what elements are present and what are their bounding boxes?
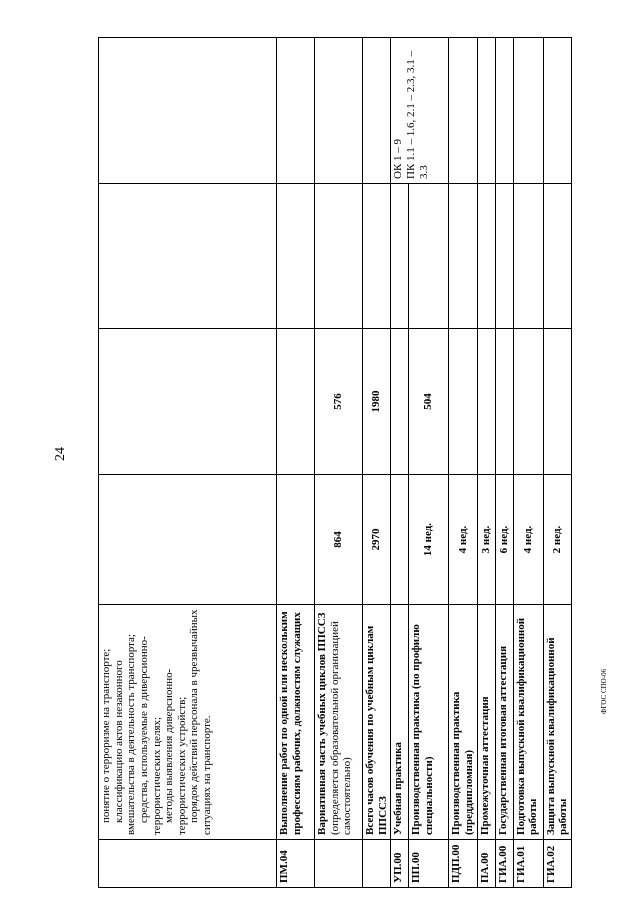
row-code: ГИА.02	[543, 840, 571, 888]
row-name	[315, 605, 363, 840]
row-max-load: 2970	[363, 475, 391, 605]
row-max-load: 6 нед.	[495, 475, 513, 605]
row-code	[315, 840, 363, 888]
row-competencies: ОК 1 – 9 ПК 1.1 – 1.6, 2.1 – 2.3, 3.1 – 3.3	[391, 38, 449, 184]
row-name: Учебная практика	[391, 605, 409, 840]
row-competencies	[543, 38, 571, 184]
table-row	[99, 38, 277, 888]
row-hours	[449, 329, 477, 475]
row-name-note: (определяется образовательной организацией самостоятельно)	[328, 621, 354, 835]
row-competencies	[477, 38, 495, 184]
row-discipline	[409, 184, 449, 329]
name-line: порядок действий персонала в чрезвычайных ситуациях на транспорте.	[188, 609, 214, 835]
row-discipline	[495, 184, 513, 329]
row-discipline	[391, 184, 409, 329]
table-row	[277, 38, 315, 888]
row-competencies	[513, 38, 543, 184]
row-max-load: 4 нед.	[449, 475, 477, 605]
footer-label: ФГОС СПО-06	[600, 668, 608, 714]
row-code	[99, 840, 277, 888]
row-competencies	[315, 38, 363, 184]
rotated-table-wrapper	[98, 38, 570, 883]
row-max-load	[391, 475, 409, 605]
table-row	[543, 38, 571, 888]
row-max-load: 864	[315, 475, 363, 605]
table-row	[391, 38, 409, 888]
table-row	[449, 38, 477, 888]
row-max-load	[277, 475, 315, 605]
row-hours: 504	[409, 329, 449, 475]
row-code: ГИА.01	[513, 840, 543, 888]
table-row	[477, 38, 495, 888]
name-line: классификацию актов незаконного вмешательства в деятельность транспорта;	[112, 634, 138, 835]
row-max-load: 2 нед.	[543, 475, 571, 605]
row-discipline	[99, 184, 277, 329]
row-discipline	[543, 184, 571, 329]
row-code: ПДП.00	[449, 840, 477, 888]
row-discipline	[449, 184, 477, 329]
row-name: Всего часов обучения по учебным циклам ППССЗ	[363, 605, 391, 840]
curriculum-table	[98, 37, 572, 888]
row-name: Промежуточная аттестация	[477, 605, 495, 840]
row-discipline	[277, 184, 315, 329]
page-number: 24	[53, 447, 68, 461]
row-max-load: 4 нед.	[513, 475, 543, 605]
row-name: Производственная практика (преддипломная)	[449, 605, 477, 840]
table-row	[513, 38, 543, 888]
row-max-load: 14 нед.	[409, 475, 449, 605]
row-code: ПМ.04	[277, 840, 315, 888]
row-code: УП.00	[391, 840, 409, 888]
row-code: ПП.00	[409, 840, 449, 888]
table-row	[363, 38, 391, 888]
row-max-load	[99, 475, 277, 605]
row-competencies	[277, 38, 315, 184]
row-hours	[513, 329, 543, 475]
row-name	[99, 605, 277, 840]
row-code: ГИА.00	[495, 840, 513, 888]
row-competencies	[449, 38, 477, 184]
table-row	[495, 38, 513, 888]
row-name-bold: Вариативная часть учебных циклов ППССЗ	[316, 612, 328, 835]
row-hours	[277, 329, 315, 475]
row-name: Выполнение работ по одной или нескольким профессиям рабочих, должностям служащих	[277, 605, 315, 840]
row-name: Защита выпускной квалификационной работы	[543, 605, 571, 840]
row-max-load: 3 нед.	[477, 475, 495, 605]
row-hours	[391, 329, 409, 475]
row-hours	[495, 329, 513, 475]
row-discipline	[513, 184, 543, 329]
row-competencies	[495, 38, 513, 184]
row-hours	[543, 329, 571, 475]
table-row	[315, 38, 363, 888]
row-hours	[99, 329, 277, 475]
rotated-table-box	[98, 38, 570, 888]
row-code	[363, 840, 391, 888]
row-discipline	[477, 184, 495, 329]
name-line: средства, используемые в диверсионно-террористических целях;	[137, 636, 163, 835]
row-hours: 576	[315, 329, 363, 475]
row-competencies	[363, 38, 391, 184]
row-hours	[477, 329, 495, 475]
row-code: ПА.00	[477, 840, 495, 888]
row-discipline	[363, 184, 391, 329]
row-name: Государственная итоговая аттестация	[495, 605, 513, 840]
row-competencies	[99, 38, 277, 184]
row-name: Производственная практика (по профилю специальности)	[409, 605, 449, 840]
row-discipline	[315, 184, 363, 329]
name-line: методы выявления диверсионно-террористических устройств;	[163, 668, 188, 835]
row-name: Подготовка выпускной квалификационной работы	[513, 605, 543, 840]
row-hours: 1980	[363, 329, 391, 475]
name-line: понятие о терроризме на транспорте;	[100, 648, 112, 823]
